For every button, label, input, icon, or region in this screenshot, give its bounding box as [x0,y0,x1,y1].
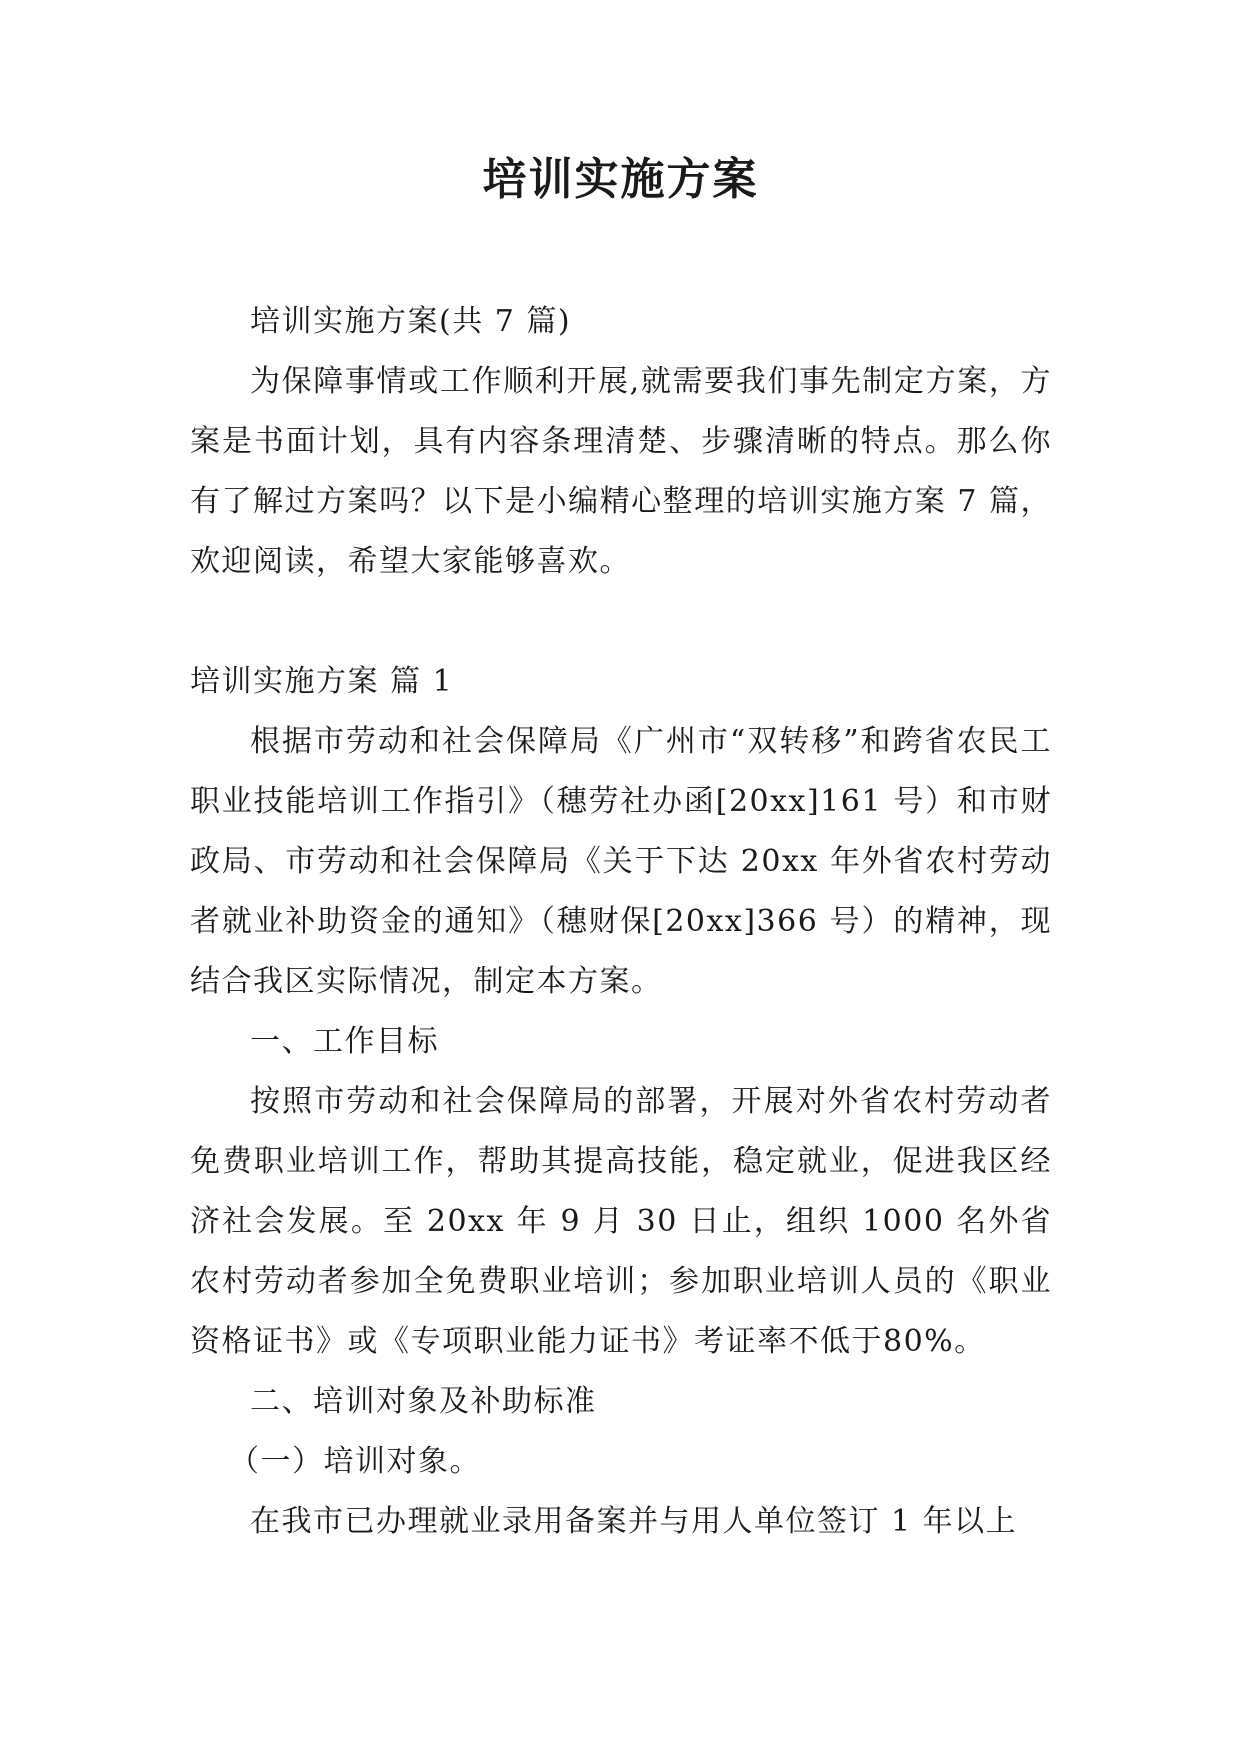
paragraph-training-targets: 在我市已办理就业录用备案并与用人单位签订 1 年以上 [250,1504,1018,1539]
document-title: 培训实施方案 [482,154,759,205]
paragraph-work-goal: 按照市劳动和社会保障局的部署，开展对外省农村劳动者免费职业培训工作，帮助其提高技能，稳定就业，促进我区经济社会发展。至 20xx 年 9 月 30 日止，组织 1000 名外省农村劳动者参加全免费职业培训；参加职业培训人员的《职业资格证书》或《专项职业能力证书》考证率不低于80%。 [190,1084,1052,1359]
paragraph-subtitle: 培训实施方案(共 7 篇) [250,304,572,339]
paragraph-intro: 为保障事情或工作顺利开展,就需要我们事先制定方案，方案是书面计划，具有内容条理清楚、步骤清晰的特点。那么你有了解过方案吗？以下是小编精心整理的培训实施方案 7 篇，欢迎阅读，希望大家能够喜欢。 [190,364,1052,579]
heading-training-targets: 二、培训对象及补助标准 [250,1384,597,1419]
section-heading-part-1: 培训实施方案 篇 1 [190,664,454,699]
subheading-training-targets: （一）培训对象。 [229,1444,481,1479]
heading-work-goal: 一、工作目标 [250,1024,439,1059]
paragraph-basis: 根据市劳动和社会保障局《广州市“双转移”和跨省农民工职业技能培训工作指引》（穗劳社办函[20xx]161 号）和市财政局、市劳动和社会保障局《关于下达 20xx 年外省农村劳动者就业补助资金的通知》（穗财保[20xx]366 号）的精神，现结合我区实际情况，制定本方案。 [190,724,1052,999]
document-body [190,292,1052,1552]
